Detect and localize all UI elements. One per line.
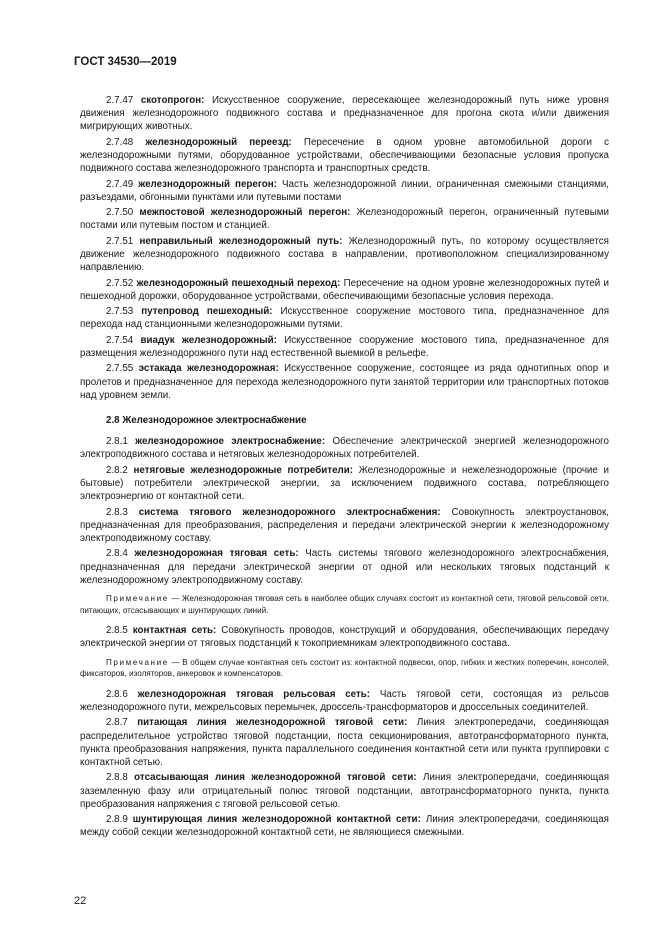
term-number: 2.7.53 (106, 306, 134, 318)
term-entry (80, 362, 609, 402)
term-definition: Пересечение в одном уровне автомобильной дороги с железнодорожными путями, оборудованное устройствами, обеспечивающими безопасные условия пропуска подвижного состава железнодорожного транспорта и транспортных средств. (80, 136, 609, 175)
term-number: 2.8.2 (106, 464, 128, 476)
term-name: скотопрогон: (140, 95, 205, 106)
note-1 (80, 593, 609, 616)
term-definition: Искусственное сооружение мостового типа, предназначенное для перехода над станционными железнодорожными путями. (80, 306, 610, 331)
term-entry (80, 688, 609, 714)
terms-2-7 (80, 94, 609, 402)
term-name: нетяговые железнодорожные потребители: (133, 464, 354, 476)
term-entry (80, 813, 609, 839)
term-number: 2.8.1 (106, 436, 128, 448)
term-entry (80, 435, 609, 461)
document-header: ГОСТ 34530—2019 (74, 56, 177, 68)
page-content (80, 94, 609, 842)
term-entry (80, 94, 609, 134)
term-number: 2.8.3 (106, 506, 128, 518)
term-entry (80, 334, 609, 360)
term-definition: Искусственное сооружение, пересекающее железнодорожный путь ниже уровня движения железнодорожного подвижного состава и предназначенное для прогона скота и/или движения мигрирующих животных. (80, 95, 609, 133)
term-number: 2.7.47 (106, 95, 134, 106)
note-label: Примечание (106, 593, 169, 603)
term-definition: Линия электропередачи, соединяющая заземленную фазу или отрицательный полюс тяговой подстанции, автотрансформаторного пункта, пункта преобразования напряжения с тяговой рельсовой сетью. (80, 772, 609, 810)
term-number: 2.7.51 (106, 235, 134, 247)
term-definition: Искусственное сооружение, состоящее из ряда однотипных опор и пролетов и предназначенное для перехода железнодорожного пути занятой территории или транспортных потоков над уровнем земли. (80, 363, 609, 401)
term-name: отсасывающая линия железнодорожной тяговой сети: (134, 772, 417, 784)
term-entry (80, 305, 609, 331)
page-number: 22 (74, 895, 87, 907)
term-name: железнодорожная тяговая сеть: (134, 548, 299, 560)
term-name: путепровод пешеходный: (141, 306, 273, 318)
term-entry (80, 178, 609, 204)
term-number: 2.7.52 (106, 277, 134, 289)
note-2 (80, 657, 609, 680)
term-name: система тягового железнодорожного электроснабжения: (138, 506, 441, 518)
term-entry (80, 547, 609, 587)
term-2-8-5 (80, 624, 609, 650)
term-definition: Обеспечение электрической энергией железнодорожного электроподвижного состава и нетяговых железнодорожных потребителей. (80, 436, 609, 461)
term-name: железнодорожный перегон: (138, 178, 277, 190)
term-number: 2.8.8 (106, 772, 128, 784)
term-number: 2.8.9 (106, 814, 128, 826)
term-definition: Часть железнодорожной линии, ограниченная смежными станциями, разъездами, обгонными пунктами или путевыми постами (80, 178, 609, 203)
term-name: шунтирующая линия железнодорожной контактной сети: (132, 814, 421, 826)
section-title: 2.8 Железнодорожное электроснабжение (106, 414, 307, 426)
term-entry (80, 464, 609, 504)
term-definition: Часть системы тягового железнодорожного электроснабжения, предназначенная для передачи электрической энергии от одной или нескольких тяговых подстанций к железнодорожному электроподвижному составу. (80, 548, 609, 586)
term-number: 2.7.54 (106, 334, 134, 346)
term-name: эстакада железнодорожная: (138, 363, 279, 375)
term-number: 2.7.49 (106, 178, 134, 190)
term-definition: Пересечение на одном уровне железнодорожных путей и пешеходной дорожки, оборудованное устройствами, обеспечивающими безопасные условия перехода. (80, 277, 609, 302)
term-definition: Совокупность электроустановок, предназначенная для преобразования, распределения и передачи электрической энергии к железнодорожному электроподвижному составу. (80, 506, 609, 544)
term-entry (80, 716, 609, 769)
term-entry (80, 206, 609, 232)
term-definition: Часть тяговой сети, состоящая из рельсов железнодорожного пути, межрельсовых перемычек, дроссель-трансформаторов и дроссельных соединителей. (80, 688, 610, 713)
term-number: 2.7.55 (106, 363, 134, 375)
term-definition: Совокупность проводов, конструкций и оборудования, обеспечивающих передачу электрической энергии от тяговых подстанций к токоприемникам электроподвижного состава. (80, 625, 609, 650)
term-definition: Железнодорожный путь, по которому осуществляется движение железнодорожного подвижного состава в направлении, противоположном специализированному направлению. (80, 235, 609, 274)
term-definition: Линия электропередачи, соединяющая распределительное устройство тяговой подстанции, поста секционирования, автотрансформаторного пункта, пункта преобразования напряжения, пункта параллельного соединения контактной сети или пункта группировки с контактной сетью. (80, 717, 609, 768)
term-entry (80, 277, 609, 303)
term-definition: Железнодорожные и нежелезнодорожные (прочие и бытовые) потребители электрической энергии, за исключением подвижного состава, потребляющего электроэнергию от контактной сети. (80, 464, 609, 503)
term-definition: Линия электропередачи, соединяющая между собой секции железнодорожной контактной сети, не являющиеся смежными. (80, 814, 609, 839)
term-name: железнодорожный пешеходный переход: (136, 277, 341, 289)
term-number: 2.8.6 (106, 688, 128, 700)
term-number: 2.8.5 (106, 625, 128, 637)
term-definition: Железнодорожный перегон, ограниченный путевыми постами или путевым постом и станцией. (80, 207, 610, 232)
term-entry (80, 506, 609, 546)
term-name: питающая линия железнодорожной тяговой сети: (137, 717, 408, 729)
note-text: — Железнодорожная тяговая сеть в наиболее общих случаях состоит из контактной сети, тяговой рельсовой сети, питающих, отсасывающих и шунтирующих линий. (80, 593, 609, 615)
note-label: Примечание (106, 657, 169, 667)
term-entry (80, 771, 609, 811)
term-number: 2.8.4 (106, 548, 128, 560)
term-number: 2.8.7 (106, 717, 128, 729)
term-name: виадук железнодорожный: (140, 334, 277, 346)
note-text: — В общем случае контактная сеть состоит из: контактной подвески, опор, гибких и жестких поперечин, консолей, фиксаторов, изоляторов, анкеровок и компенсаторов. (80, 657, 609, 679)
term-entry (80, 235, 609, 275)
term-name: контактная сеть: (132, 625, 217, 637)
terms-2-8-part1 (80, 435, 609, 587)
term-number: 2.7.48 (106, 136, 134, 148)
term-definition: Искусственное сооружение мостового типа, предназначенное для размещения железнодорожного пути над естественной выемкой в рельефе. (80, 334, 609, 359)
term-name: неправильный железнодорожный путь: (139, 235, 343, 247)
term-entry (80, 136, 609, 176)
term-name: железнодорожный переезд: (145, 136, 292, 148)
term-name: железнодорожное электроснабжение: (135, 436, 326, 448)
term-name: межпостовой железнодорожный перегон: (139, 207, 351, 219)
terms-2-8-part2 (80, 688, 609, 840)
term-number: 2.7.50 (106, 207, 134, 219)
term-name: железнодорожная тяговая рельсовая сеть: (137, 688, 371, 700)
